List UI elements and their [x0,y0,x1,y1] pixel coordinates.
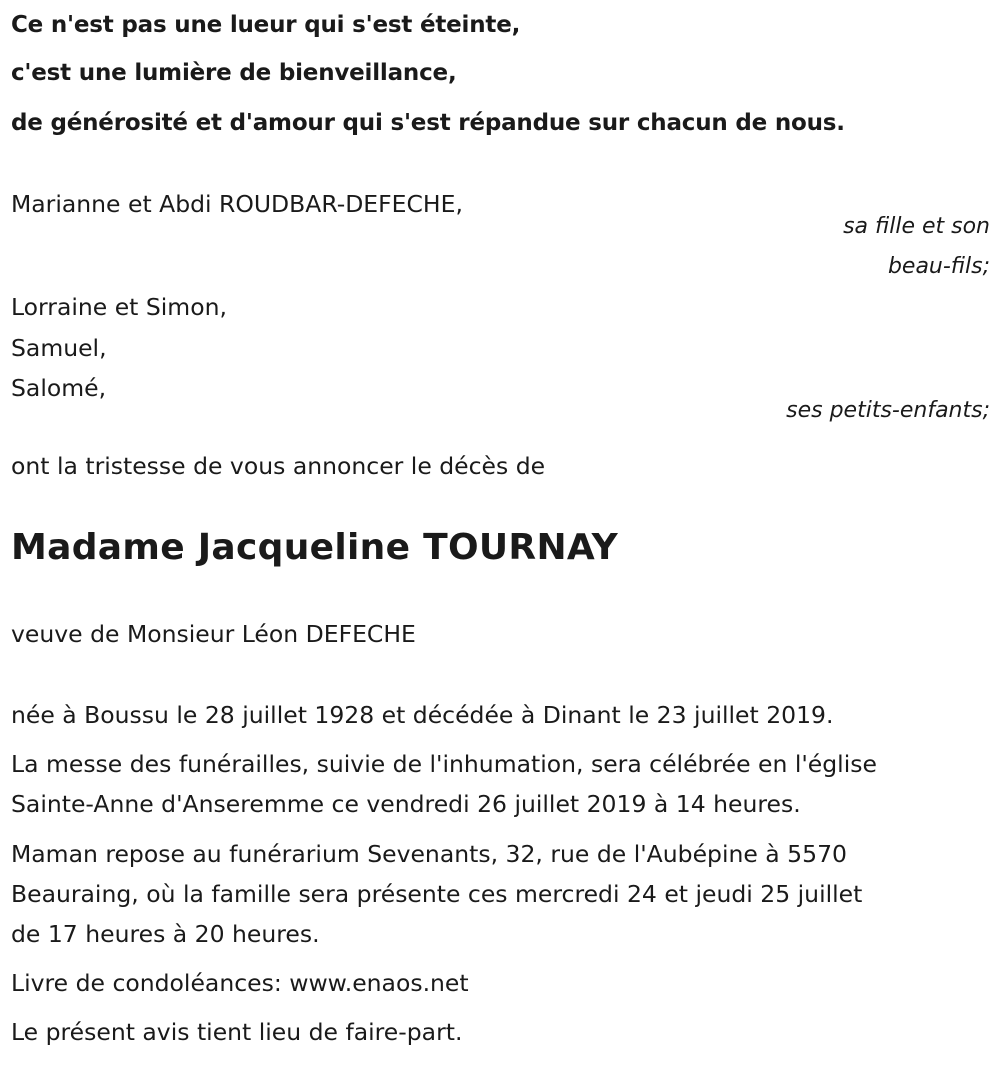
verse-line-1: Ce n'est pas une lueur qui s'est éteinte, [11,12,521,38]
widow-of-text: veuve de Monsieur Léon DEFECHE [11,620,416,648]
children-names: Marianne et Abdi ROUDBAR-DEFECHE, [11,190,463,218]
children-relation-line-1: sa fille et son [843,214,990,239]
verse-line-3: de générosité et d'amour qui s'est répandue sur chacun de nous. [11,110,845,136]
children-relation-line-2: beau-fils; [887,254,990,279]
deceased-name: Madame Jacqueline TOURNAY [11,527,618,568]
grandchildren-relation: ses petits-enfants; [786,398,990,423]
birth-death-text: née à Boussu le 28 juillet 1928 et décédée à Dinant le 23 juillet 2019. [11,701,834,729]
condolences-text: Livre de condoléances: www.enaos.net [11,969,469,997]
announcement-text: ont la tristesse de vous annoncer le décès de [11,452,546,480]
funerarium-line-3: de 17 heures à 20 heures. [11,920,320,948]
verse-line-2: c'est une lumière de bienveillance, [11,60,457,86]
grandchild-3: Salomé, [11,374,107,402]
mass-line-1: La messe des funérailles, suivie de l'inhumation, sera célébrée en l'église [11,750,877,778]
funerarium-line-1: Maman repose au funérarium Sevenants, 32, rue de l'Aubépine à 5570 [11,840,847,868]
notice-text: Le présent avis tient lieu de faire-part. [11,1018,463,1046]
funerarium-line-2: Beauraing, où la famille sera présente ces mercredi 24 et jeudi 25 juillet [11,880,863,908]
grandchild-2: Samuel, [11,334,107,362]
grandchild-1: Lorraine et Simon, [11,293,227,321]
mass-line-2: Sainte-Anne d'Anseremme ce vendredi 26 juillet 2019 à 14 heures. [11,790,801,818]
